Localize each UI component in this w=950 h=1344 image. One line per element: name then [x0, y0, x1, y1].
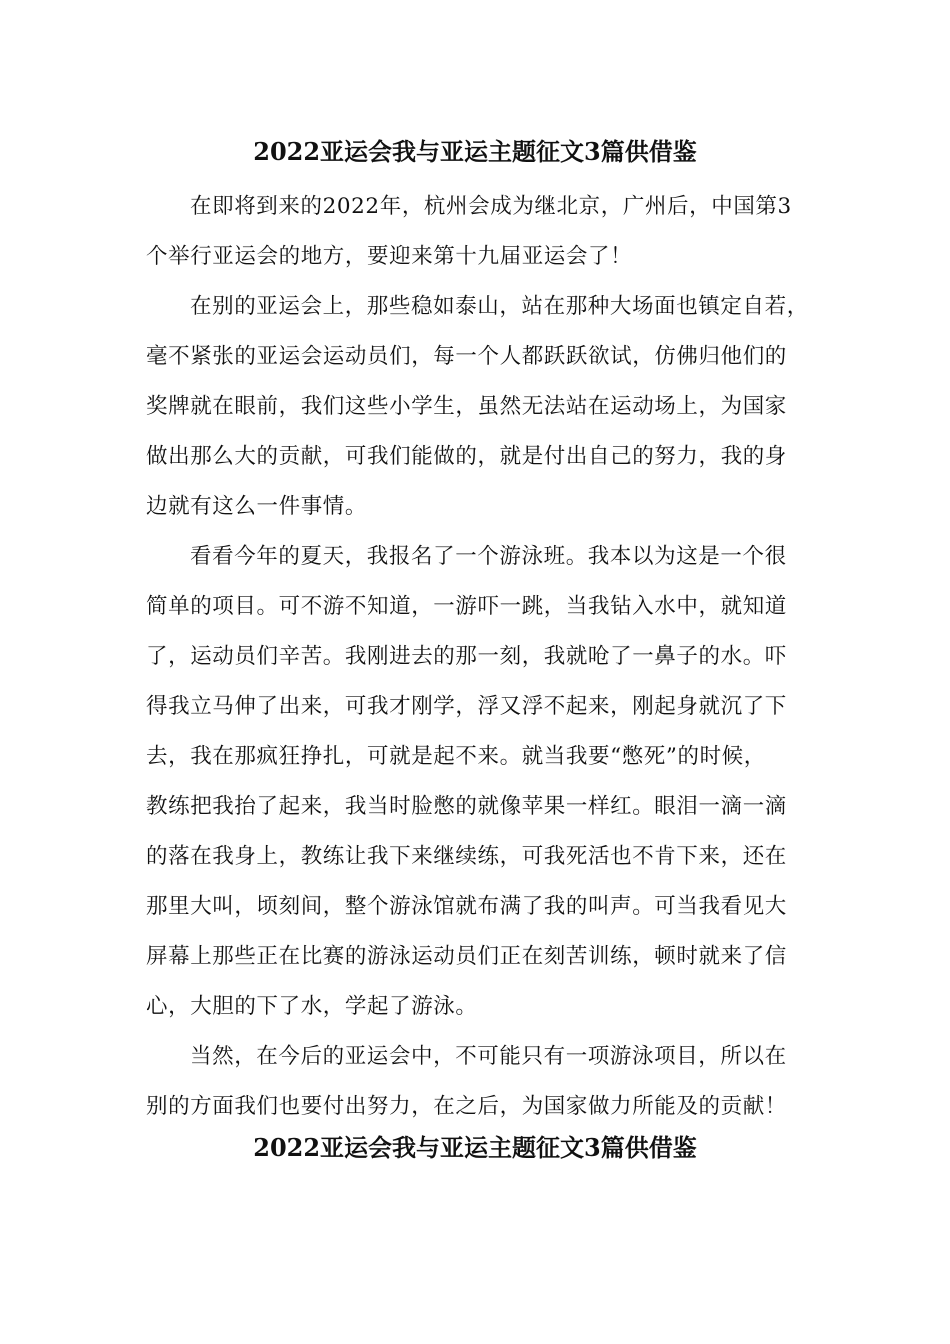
paragraph-line: 教练把我抬了起来，我当时脸憋的就像苹果一样红。眼泪一滴一滴 — [146, 794, 787, 819]
paragraph-line: 去，我在那疯狂挣扎，可就是起不来。就当我要“憋死”的时候， — [146, 744, 766, 769]
document-title: 2022亚运会我与亚运主题征文3篇供借鉴 — [253, 137, 697, 166]
paragraph-line: 心，大胆的下了水，学起了游泳。 — [146, 994, 478, 1019]
document-body — [146, 182, 809, 1132]
paragraph-line: 别的方面我们也要付出努力，在之后，为国家做力所能及的贡献！ — [146, 1094, 787, 1119]
paragraph-2 — [146, 282, 809, 532]
paragraph-line: 边就有这么一件事情。 — [146, 494, 368, 519]
paragraph-4 — [146, 1032, 796, 1132]
paragraph-line: 的落在我身上，教练让我下来继续练，可我死活也不肯下来，还在 — [146, 844, 787, 869]
paragraph-line: 简单的项目。可不游不知道，一游吓一跳，当我钻入水中，就知道 — [146, 594, 787, 619]
paragraph-line: 奖牌就在眼前，我们这些小学生，虽然无法站在运动场上，为国家 — [146, 394, 787, 419]
paragraph-line: 得我立马伸了出来，可我才刚学，浮又浮不起来，刚起身就沉了下 — [146, 694, 787, 719]
paragraph-line: 毫不紧张的亚运会运动员们，每一个人都跃跃欲试，仿佛归他们的 — [146, 344, 787, 369]
paragraph-line: 看看今年的夏天，我报名了一个游泳班。我本以为这是一个很 — [190, 544, 787, 569]
paragraph-line: 屏幕上那些正在比赛的游泳运动员们正在刻苦训练，顿时就来了信 — [146, 944, 787, 969]
paragraph-line: 做出那么大的贡献，可我们能做的，就是付出自己的努力，我的身 — [146, 444, 787, 469]
paragraph-line: 在即将到来的2022年，杭州会成为继北京，广州后，中国第3 — [190, 194, 792, 219]
paragraph-3 — [146, 532, 796, 1032]
paragraph-1 — [146, 182, 796, 282]
second-essay-title: 2022亚运会我与亚运主题征文3篇供借鉴 — [253, 1133, 697, 1162]
paragraph-line: 个举行亚运会的地方，要迎来第十九届亚运会了！ — [146, 244, 633, 269]
paragraph-line: 当然，在今后的亚运会中，不可能只有一项游泳项目，所以在 — [190, 1044, 787, 1069]
paragraph-line: 在别的亚运会上，那些稳如泰山，站在那种大场面也镇定自若， — [190, 294, 809, 319]
paragraph-line: 了，运动员们辛苦。我刚进去的那一刻，我就呛了一鼻子的水。吓 — [146, 644, 787, 669]
paragraph-line: 那里大叫，顷刻间，整个游泳馆就布满了我的叫声。可当我看见大 — [146, 894, 787, 919]
